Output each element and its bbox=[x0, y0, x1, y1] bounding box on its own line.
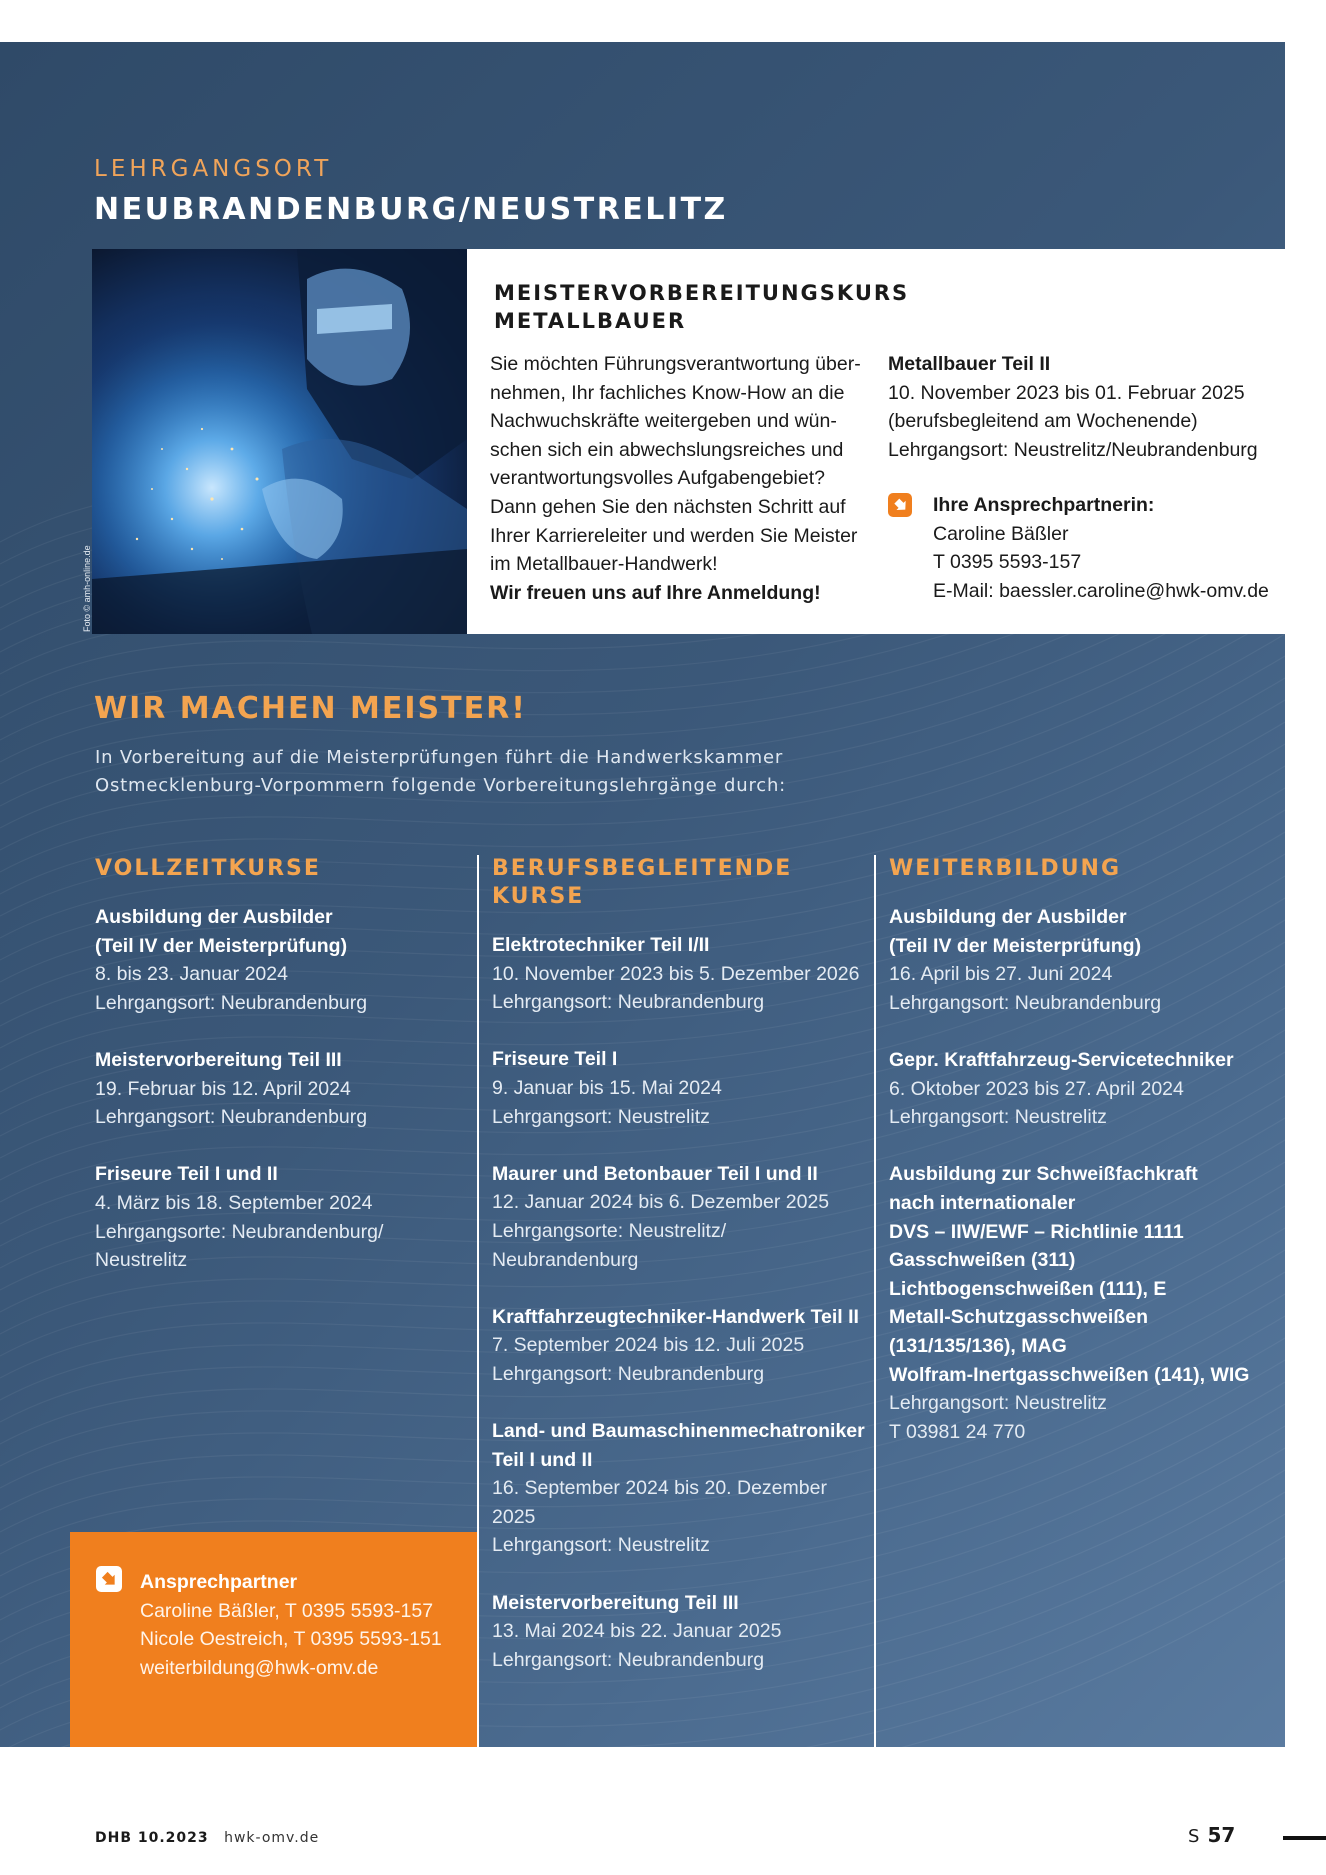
course-entry-line: Lehrgangsorte: Neubrandenburg/ bbox=[95, 1220, 384, 1243]
arrow-right-icon bbox=[888, 493, 912, 517]
text-line: Ihrer Karriereleiter und werden Sie Meister bbox=[490, 524, 858, 547]
course-entry-title: Wolfram-Inertgasschweißen (141), WIG bbox=[889, 1363, 1250, 1386]
column-heading-line: WEITERBILDUNG bbox=[889, 856, 1122, 881]
arrow-right-icon bbox=[96, 1566, 122, 1592]
course-entry-title: Ausbildung der Ausbilder bbox=[95, 906, 333, 928]
section-title: NEUBRANDENBURG/NEUSTRELITZ bbox=[94, 192, 728, 227]
course-entry-line: Lehrgangsort: Neustrelitz bbox=[492, 1105, 710, 1128]
course-entry-title: (131/135/136), MAG bbox=[889, 1334, 1067, 1357]
intro-line: In Vorbereitung auf die Meisterprüfungen führt die Handwerkskammer bbox=[95, 747, 784, 768]
course-entry-line: 16. September 2024 bis 20. Dezember 2025 bbox=[492, 1477, 827, 1528]
course-box bbox=[467, 249, 1285, 634]
course-entry-line: Neubrandenburg bbox=[492, 1248, 639, 1271]
course-entry-line: Lehrgangsort: Neubrandenburg bbox=[95, 991, 368, 1014]
course-entry-line: Lehrgangsort: Neustrelitz bbox=[492, 1534, 710, 1557]
course-entry bbox=[492, 1589, 872, 1675]
course-entry-line: T 03981 24 770 bbox=[889, 1420, 1026, 1443]
column-divider bbox=[477, 855, 479, 1747]
contact-box-text bbox=[140, 1568, 470, 1682]
photo-credit: Foto © amh-online.de bbox=[82, 545, 92, 632]
contact-box-line: Caroline Bäßler, T 0395 5593-157 bbox=[140, 1599, 434, 1622]
course-entry-line: Lehrgangsort: Neustrelitz bbox=[889, 1392, 1107, 1415]
text-line: nehmen, Ihr fachliches Know-How an die bbox=[490, 381, 845, 404]
column-weiterbildung bbox=[889, 855, 1269, 1475]
contact-name: Caroline Bäßler bbox=[933, 522, 1069, 545]
course-entry-line: 10. November 2023 bis 5. Dezember 2026 bbox=[492, 962, 860, 985]
contact-box bbox=[70, 1532, 477, 1747]
column-heading bbox=[492, 855, 872, 911]
course-entry bbox=[492, 1417, 872, 1560]
footer-issue: DHB 10.2023 bbox=[95, 1830, 209, 1846]
column-heading-line: BERUFSBEGLEITENDE bbox=[492, 856, 793, 881]
course-entry bbox=[95, 1046, 475, 1132]
course-title-line: MEISTERVORBEREITUNGSKURS bbox=[494, 281, 910, 305]
course-entry-title: Kraftfahrzeugtechniker-Handwerk Teil II bbox=[492, 1305, 859, 1328]
course-description bbox=[490, 350, 870, 607]
course-entry-title: (Teil IV der Meisterprüfung) bbox=[95, 934, 348, 957]
course-entry-line: 4. März bis 18. September 2024 bbox=[95, 1191, 373, 1214]
course-entry-title: nach internationaler bbox=[889, 1191, 1076, 1214]
course-entry-title: Gasschweißen (311) bbox=[889, 1249, 1076, 1272]
course-entry-title: Gepr. Kraftfahrzeug-Servicetechniker bbox=[889, 1048, 1234, 1071]
text-line: Sie möchten Führungsverantwortung über- bbox=[490, 353, 861, 375]
course-entry bbox=[889, 1046, 1269, 1132]
course-entry-title: Lichtbogenschweißen (111), E bbox=[889, 1277, 1167, 1300]
course-entry-line: 6. Oktober 2023 bis 27. April 2024 bbox=[889, 1077, 1184, 1100]
course-entry bbox=[492, 1045, 872, 1131]
column-heading bbox=[889, 855, 1269, 883]
date-line: Lehrgangsort: Neustrelitz/Neubrandenburg bbox=[888, 438, 1258, 461]
column-heading-line: KURSE bbox=[492, 884, 585, 909]
course-entry-title: Metall-Schutzgasschweißen bbox=[889, 1306, 1148, 1329]
course-entry-title: (Teil IV der Meisterprüfung) bbox=[889, 934, 1142, 957]
text-line: Nachwuchskräfte weitergeben und wün- bbox=[490, 410, 837, 433]
meister-intro bbox=[95, 744, 995, 800]
contact-box-label: Ansprechpartner bbox=[140, 1571, 298, 1593]
column-entries bbox=[889, 903, 1269, 1446]
course-entry-line: 7. September 2024 bis 12. Juli 2025 bbox=[492, 1334, 805, 1357]
course-entry-line: 13. Mai 2024 bis 22. Januar 2025 bbox=[492, 1620, 782, 1643]
page-number-value: 57 bbox=[1207, 1823, 1236, 1847]
course-entry-line: Lehrgangsort: Neubrandenburg bbox=[95, 1106, 368, 1129]
text-line: verantwortungsvolles Aufgabengebiet? bbox=[490, 467, 825, 490]
column-heading-line: VOLLZEITKURSE bbox=[95, 856, 321, 881]
course-entry-title: Ausbildung zur Schweißfachkraft bbox=[889, 1163, 1198, 1186]
column-divider bbox=[874, 855, 876, 1747]
footer-left bbox=[95, 1830, 319, 1846]
course-entry-line: Neustrelitz bbox=[95, 1249, 188, 1272]
course-entry-line: 16. April bis 27. Juni 2024 bbox=[889, 963, 1113, 986]
column-heading bbox=[95, 855, 475, 883]
contact-label: Ihre Ansprechpartnerin: bbox=[933, 494, 1155, 516]
course-side-title: Metallbauer Teil II bbox=[888, 353, 1051, 375]
course-entry bbox=[95, 903, 475, 1017]
course-entry-line: 12. Januar 2024 bis 6. Dezember 2025 bbox=[492, 1191, 830, 1214]
meister-title: WIR MACHEN MEISTER! bbox=[94, 691, 527, 726]
page-prefix: S bbox=[1188, 1826, 1200, 1847]
course-entry-title: Friseure Teil I und II bbox=[95, 1163, 278, 1186]
course-entry-line: 19. Februar bis 12. April 2024 bbox=[95, 1077, 351, 1100]
course-entry-line: 9. Januar bis 15. Mai 2024 bbox=[492, 1076, 722, 1099]
course-entry-line: Lehrgangsort: Neubrandenburg bbox=[492, 1362, 765, 1385]
course-entry bbox=[889, 903, 1269, 1017]
date-line: (berufsbegleitend am Wochenende) bbox=[888, 410, 1198, 433]
course-entry-title: Maurer und Betonbauer Teil I und II bbox=[492, 1162, 818, 1185]
column-entries bbox=[95, 903, 475, 1275]
text-line: im Metallbauer-Handwerk! bbox=[490, 553, 718, 576]
course-entry-title: Friseure Teil I bbox=[492, 1048, 618, 1071]
course-cta: Wir freuen uns auf Ihre Anmeldung! bbox=[490, 581, 821, 604]
section-kicker: LEHRGANGSORT bbox=[94, 156, 333, 182]
course-entry-title: DVS – IIW/EWF – Richtlinie 1111 bbox=[889, 1220, 1184, 1243]
course-entry-line: 8. bis 23. Januar 2024 bbox=[95, 963, 288, 986]
course-entry bbox=[889, 1160, 1269, 1446]
footer-site[interactable]: hwk-omv.de bbox=[224, 1830, 320, 1846]
contact-phone: T 0395 5593-157 bbox=[933, 551, 1082, 574]
column-berufsbegleitende-kurse bbox=[492, 855, 872, 1703]
course-entry bbox=[492, 931, 872, 1017]
course-entry-title: Teil I und II bbox=[492, 1448, 593, 1471]
course-entry-title: Ausbildung der Ausbilder bbox=[889, 906, 1127, 928]
contact-email[interactable]: E-Mail: baessler.caroline@hwk-omv.de bbox=[933, 579, 1269, 602]
course-title bbox=[494, 279, 1054, 335]
course-contact bbox=[888, 491, 1283, 605]
date-line: 10. November 2023 bis 01. Februar 2025 bbox=[888, 381, 1245, 404]
page-number bbox=[1188, 1823, 1235, 1847]
welder-photo bbox=[92, 249, 467, 634]
course-entry-line: Lehrgangsorte: Neustrelitz/ bbox=[492, 1219, 727, 1242]
column-entries bbox=[492, 931, 872, 1674]
course-entry-title: Meistervorbereitung Teil III bbox=[95, 1048, 342, 1071]
column-vollzeitkurse bbox=[95, 855, 475, 1303]
welder-illustration bbox=[92, 249, 467, 634]
course-entry bbox=[492, 1303, 872, 1389]
course-entry-line: Lehrgangsort: Neubrandenburg bbox=[889, 991, 1162, 1014]
course-entry-line: Lehrgangsort: Neubrandenburg bbox=[492, 991, 765, 1014]
course-entry-title: Meistervorbereitung Teil III bbox=[492, 1591, 739, 1614]
course-entry-title: Land- und Baumaschinenmechatroniker bbox=[492, 1420, 865, 1443]
course-entry-line: Lehrgangsort: Neustrelitz bbox=[889, 1106, 1107, 1129]
course-entry bbox=[95, 1160, 475, 1274]
course-title-line: METALLBAUER bbox=[494, 309, 687, 333]
course-entry bbox=[492, 1160, 872, 1274]
contact-box-line: Nicole Oestreich, T 0395 5593-151 bbox=[140, 1628, 442, 1651]
text-line: schen sich ein abwechslungsreiches und bbox=[490, 438, 844, 461]
intro-line: Ostmecklenburg-Vorpommern folgende Vorbereitungslehrgänge durch: bbox=[95, 775, 787, 796]
course-entry-line: Lehrgangsort: Neubrandenburg bbox=[492, 1648, 765, 1671]
course-entry-title: Elektrotechniker Teil I/II bbox=[492, 934, 710, 956]
course-dates bbox=[888, 350, 1283, 464]
contact-box-email[interactable]: weiterbildung@hwk-omv.de bbox=[140, 1656, 379, 1679]
text-line: Dann gehen Sie den nächsten Schritt auf bbox=[490, 495, 846, 518]
footer-rule bbox=[1283, 1836, 1326, 1840]
